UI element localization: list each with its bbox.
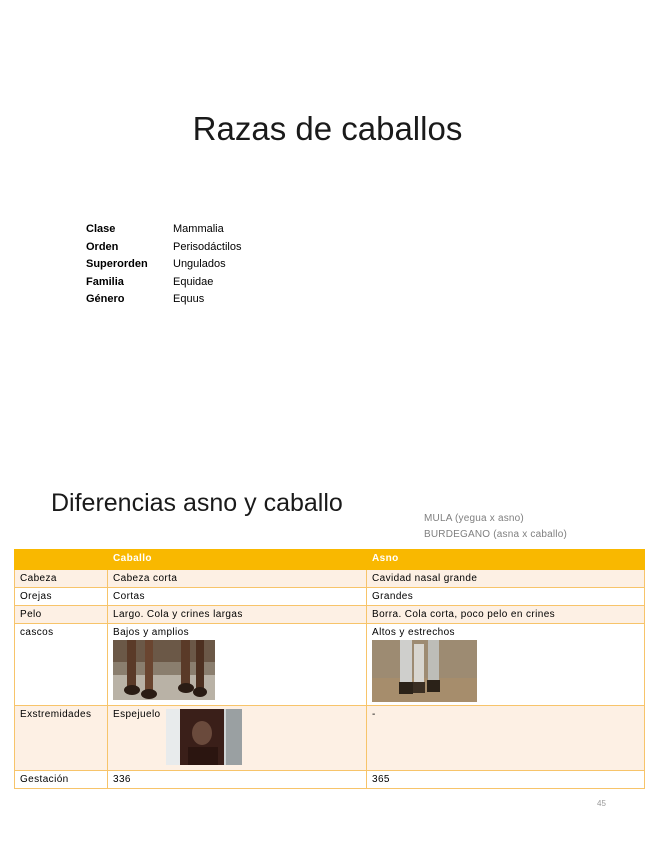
- slide-title: Razas de caballos: [192, 110, 463, 147]
- taxonomy-key: Familia: [86, 275, 124, 288]
- table-row: [15, 588, 645, 606]
- table-header-row: [15, 550, 645, 570]
- taxonomy-value: Ungulados: [173, 258, 226, 271]
- table-cell: -: [367, 706, 645, 771]
- table-cell: Cortas: [108, 588, 367, 606]
- taxonomy-row: [86, 274, 241, 292]
- table-cell: Cabeza corta: [108, 570, 367, 588]
- table-cell: Cavidad nasal grande: [367, 570, 645, 588]
- header-cell: [15, 550, 108, 570]
- table-cell: [108, 624, 367, 706]
- table-row: [15, 570, 645, 588]
- espejuelo-photo: [166, 709, 242, 765]
- taxonomy-row: [86, 256, 241, 274]
- table-cell: Orejas: [15, 588, 108, 606]
- header-cell: Asno: [367, 550, 645, 570]
- page-number: 45: [597, 799, 606, 808]
- taxonomy-key: Superorden: [86, 258, 148, 271]
- table-row: [15, 624, 645, 706]
- table-cell: [108, 706, 367, 771]
- table-cell: Cabeza: [15, 570, 108, 588]
- taxonomy-value: Perisodáctilos: [173, 240, 242, 253]
- taxonomy-row: [86, 291, 241, 309]
- table-cell: Exstremidades: [15, 706, 108, 771]
- table-cell: 365: [367, 771, 645, 789]
- horse-hooves-photo: [113, 640, 215, 700]
- table-cell: [367, 624, 645, 706]
- cell-text: Altos y estrechos: [372, 627, 455, 638]
- hybrid-notes: [424, 511, 567, 543]
- table-cell: Grandes: [367, 588, 645, 606]
- taxonomy-value: Mammalia: [173, 223, 224, 235]
- table-cell: Gestación: [15, 771, 108, 789]
- taxonomy-key: Clase: [86, 223, 116, 235]
- taxonomy-key: Orden: [86, 240, 119, 253]
- taxonomy-value: Equidae: [173, 275, 214, 288]
- note-mula: MULA (yegua x asno): [424, 513, 524, 524]
- header-cell: Caballo: [108, 550, 367, 570]
- section-heading: Diferencias asno y caballo: [51, 489, 343, 517]
- taxonomy-row: [86, 239, 241, 257]
- table-row: [15, 606, 645, 624]
- table-row: [15, 771, 645, 789]
- cell-text: Espejuelo: [113, 709, 161, 720]
- taxonomy-list: [86, 221, 241, 309]
- donkey-hooves-photo: [372, 640, 477, 702]
- table-cell: Borra. Cola corta, poco pelo en crines: [367, 606, 645, 624]
- taxonomy-row: [86, 221, 241, 239]
- comparison-table: [14, 549, 645, 789]
- note-burdegano: BURDEGANO (asna x caballo): [424, 529, 568, 540]
- table-cell: cascos: [15, 624, 108, 706]
- cell-text: Bajos y amplios: [113, 627, 190, 638]
- table-cell: 336: [108, 771, 367, 789]
- taxonomy-value: Equus: [173, 293, 205, 306]
- table-row: [15, 706, 645, 771]
- table-cell: Pelo: [15, 606, 108, 624]
- table-cell: Largo. Cola y crines largas: [108, 606, 367, 624]
- taxonomy-key: Género: [86, 293, 125, 306]
